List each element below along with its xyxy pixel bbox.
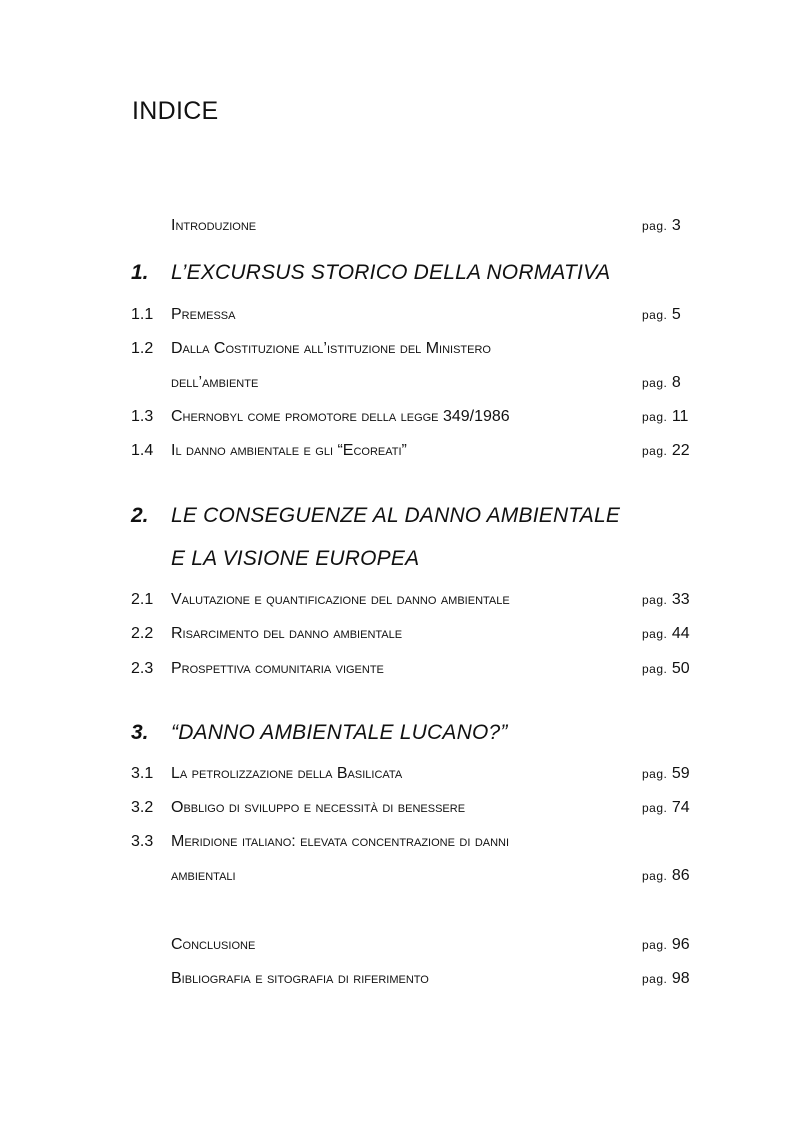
section-number: 3.3	[131, 833, 154, 850]
section-number: 1.2	[131, 340, 154, 357]
toc-page-ref: pag. 96	[642, 936, 690, 953]
toc-entry-label: Dalla Costituzione all’istituzione del Ministero	[171, 340, 491, 357]
toc-chapter-3[interactable]	[0, 718, 794, 748]
toc-page-ref: pag. 33	[642, 591, 690, 608]
toc-page-ref: pag. 44	[642, 625, 690, 642]
toc-entry-3-2[interactable]	[0, 793, 794, 823]
section-number: 1.3	[131, 408, 154, 425]
toc-entry-label: La petrolizzazione della Basilicata	[171, 765, 403, 782]
page-title: INDICE	[132, 97, 219, 125]
toc-chapter-2-continued[interactable]	[0, 544, 794, 574]
toc-entry-1-2-continued[interactable]	[0, 368, 794, 398]
toc-entry-3-3[interactable]	[0, 827, 794, 857]
chapter-title: L’EXCURSUS STORICO DELLA NORMATIVA	[171, 261, 611, 284]
toc-entry-label: Conclusione	[171, 936, 256, 953]
toc-entry-2-1[interactable]	[0, 585, 794, 615]
section-number: 2.1	[131, 591, 154, 608]
toc-chapter-2[interactable]	[0, 501, 794, 531]
section-number: 3.1	[131, 765, 154, 782]
toc-entry-label: Prospettiva comunitaria vigente	[171, 660, 384, 677]
toc-page-ref: pag. 22	[642, 442, 690, 459]
toc-page-ref: pag. 11	[642, 408, 689, 425]
chapter-title: “DANNO AMBIENTALE LUCANO?”	[171, 721, 508, 744]
toc-entry-1-1[interactable]	[0, 300, 794, 330]
chapter-number: 1.	[131, 261, 149, 284]
toc-entry-1-4[interactable]	[0, 436, 794, 466]
section-number: 1.1	[131, 306, 154, 323]
toc-page-ref: pag. 98	[642, 970, 690, 987]
toc-entry-conclusione[interactable]	[0, 930, 794, 960]
chapter-number: 3.	[131, 721, 149, 744]
toc-entry-label: Risarcimento del danno ambientale	[171, 625, 403, 642]
section-number: 2.2	[131, 625, 154, 642]
toc-page-ref: pag. 3	[642, 217, 681, 234]
toc-entry-bibliografia[interactable]	[0, 964, 794, 994]
toc-entry-label-continued: dell’ambiente	[171, 374, 259, 391]
toc-entry-3-3-continued[interactable]	[0, 861, 794, 891]
toc-page-ref: pag. 86	[642, 867, 690, 884]
toc-entry-3-1[interactable]	[0, 759, 794, 789]
toc-entry-label: Meridione italiano: elevata concentrazione di danni	[171, 833, 510, 850]
toc-entry-label: Obbligo di sviluppo e necessità di benessere	[171, 799, 466, 816]
section-number: 3.2	[131, 799, 154, 816]
toc-page-ref: pag. 59	[642, 765, 690, 782]
toc-page-ref: pag. 8	[642, 374, 681, 391]
section-number: 1.4	[131, 442, 154, 459]
toc-entry-label: Chernobyl come promotore della legge 349/1986	[171, 408, 510, 425]
chapter-title-continued: E LA VISIONE EUROPEA	[171, 547, 420, 570]
toc-entry-2-3[interactable]	[0, 654, 794, 684]
toc-entry-label: Introduzione	[171, 217, 257, 234]
toc-entry-1-2[interactable]	[0, 334, 794, 364]
toc-entry-2-2[interactable]	[0, 619, 794, 649]
toc-entry-label: Valutazione e quantificazione del danno ambientale	[171, 591, 510, 608]
toc-page-ref: pag. 74	[642, 799, 690, 816]
toc-entry-label: Il danno ambientale e gli “Ecoreati”	[171, 442, 407, 459]
toc-entry-label-continued: ambientali	[171, 867, 236, 884]
toc-page-ref: pag. 5	[642, 306, 681, 323]
toc-entry-introduzione[interactable]	[0, 211, 794, 241]
toc-entry-label: Bibliografia e sitografia di riferimento	[171, 970, 429, 987]
toc-entry-label: Premessa	[171, 306, 236, 323]
toc-page-ref: pag. 50	[642, 660, 690, 677]
toc-chapter-1[interactable]	[0, 258, 794, 288]
chapter-title: LE CONSEGUENZE AL DANNO AMBIENTALE	[171, 504, 621, 527]
toc-entry-1-3[interactable]	[0, 402, 794, 432]
chapter-number: 2.	[131, 504, 149, 527]
section-number: 2.3	[131, 660, 154, 677]
